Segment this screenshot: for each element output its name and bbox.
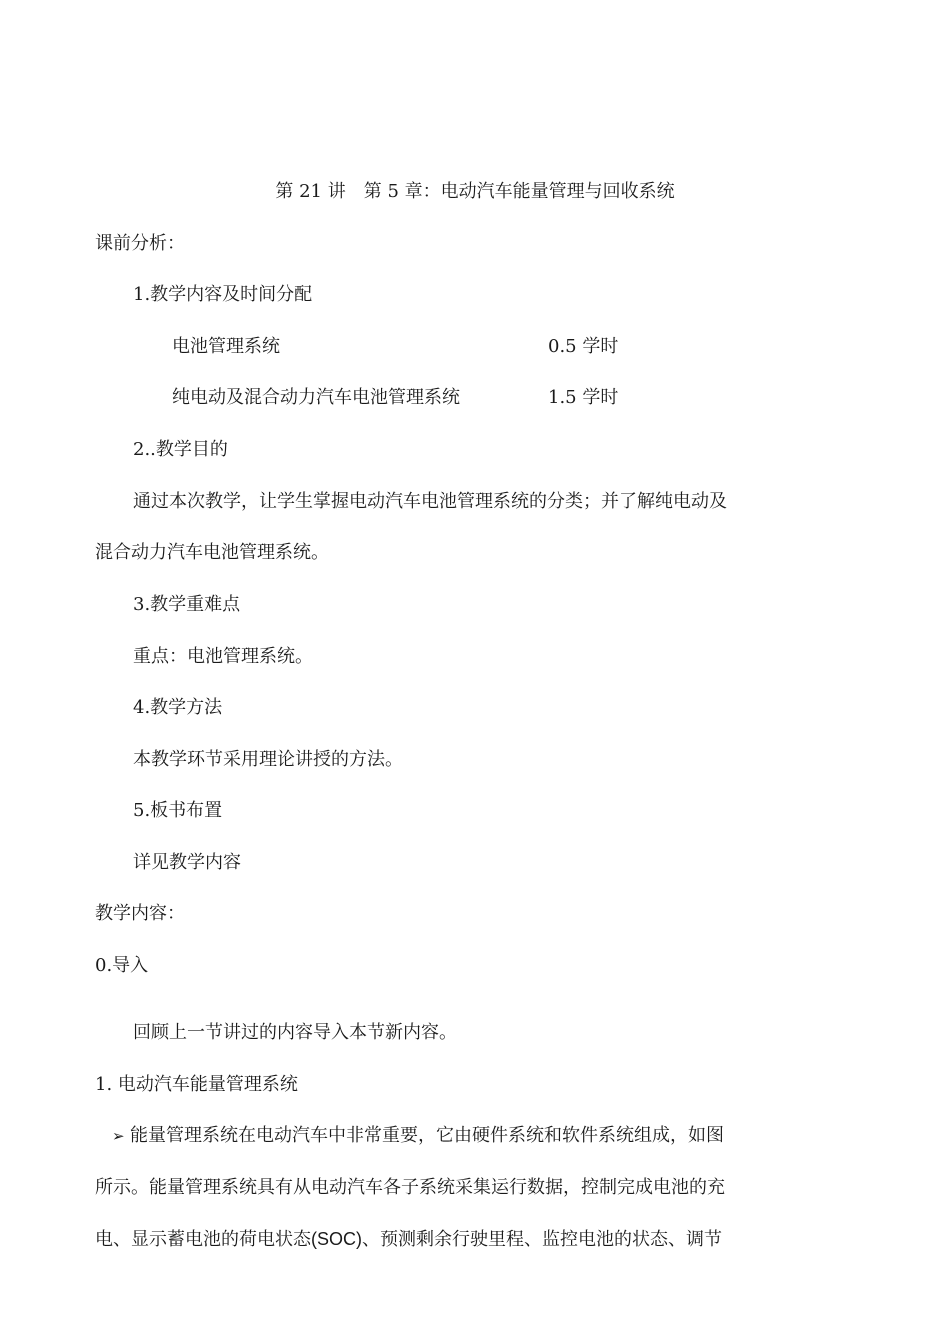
paragraph-line: 所示。能量管理系统具有从电动汽车各子系统采集运行数据，控制完成电池的充 bbox=[95, 1177, 725, 1198]
time-row-hours: 0.5 学时 bbox=[548, 336, 619, 357]
bullet-paragraph-line bbox=[112, 1124, 724, 1148]
section-5-heading: 5.板书布置 bbox=[133, 800, 223, 821]
objective-text-line: 通过本次教学，让学生掌握电动汽车电池管理系统的分类；并了解纯电动及 bbox=[133, 491, 727, 512]
paragraph-text: 电、显示蓄电池的荷电状态 bbox=[95, 1229, 311, 1250]
objective-text-line: 混合动力汽车电池管理系统。 bbox=[95, 542, 329, 563]
section-2-heading: 2..教学目的 bbox=[133, 439, 228, 460]
paragraph-text: 、预测剩余行驶里程、监控电池的状态、调节 bbox=[362, 1229, 722, 1250]
section-1-content-heading: 1. 电动汽车能量管理系统 bbox=[95, 1074, 298, 1095]
pre-analysis-heading: 课前分析： bbox=[95, 233, 185, 254]
board-layout-text: 详见教学内容 bbox=[133, 852, 241, 873]
paragraph-line bbox=[95, 1227, 722, 1252]
intro-heading: 0.导入 bbox=[95, 955, 149, 976]
method-text: 本教学环节采用理论讲授的方法。 bbox=[133, 749, 403, 770]
intro-text: 回顾上一节讲过的内容导入本节新内容。 bbox=[133, 1022, 457, 1043]
time-row-topic: 纯电动及混合动力汽车电池管理系统 bbox=[172, 387, 460, 408]
arrow-bullet-icon: ➢ bbox=[112, 1127, 125, 1145]
key-points-text: 重点：电池管理系统。 bbox=[133, 646, 313, 667]
time-row-hours: 1.5 学时 bbox=[548, 387, 619, 408]
bullet-text: 能量管理系统在电动汽车中非常重要，它由硬件系统和软件系统组成，如图 bbox=[130, 1125, 724, 1146]
content-heading: 教学内容： bbox=[95, 903, 185, 924]
soc-term: (SOC) bbox=[311, 1229, 362, 1249]
page-title: 第 21 讲 第 5 章：电动汽车能量管理与回收系统 bbox=[275, 181, 675, 202]
section-1-heading: 1.教学内容及时间分配 bbox=[133, 284, 313, 305]
section-3-heading: 3.教学重难点 bbox=[133, 594, 241, 615]
section-4-heading: 4.教学方法 bbox=[133, 697, 223, 718]
time-row-topic: 电池管理系统 bbox=[172, 336, 280, 357]
